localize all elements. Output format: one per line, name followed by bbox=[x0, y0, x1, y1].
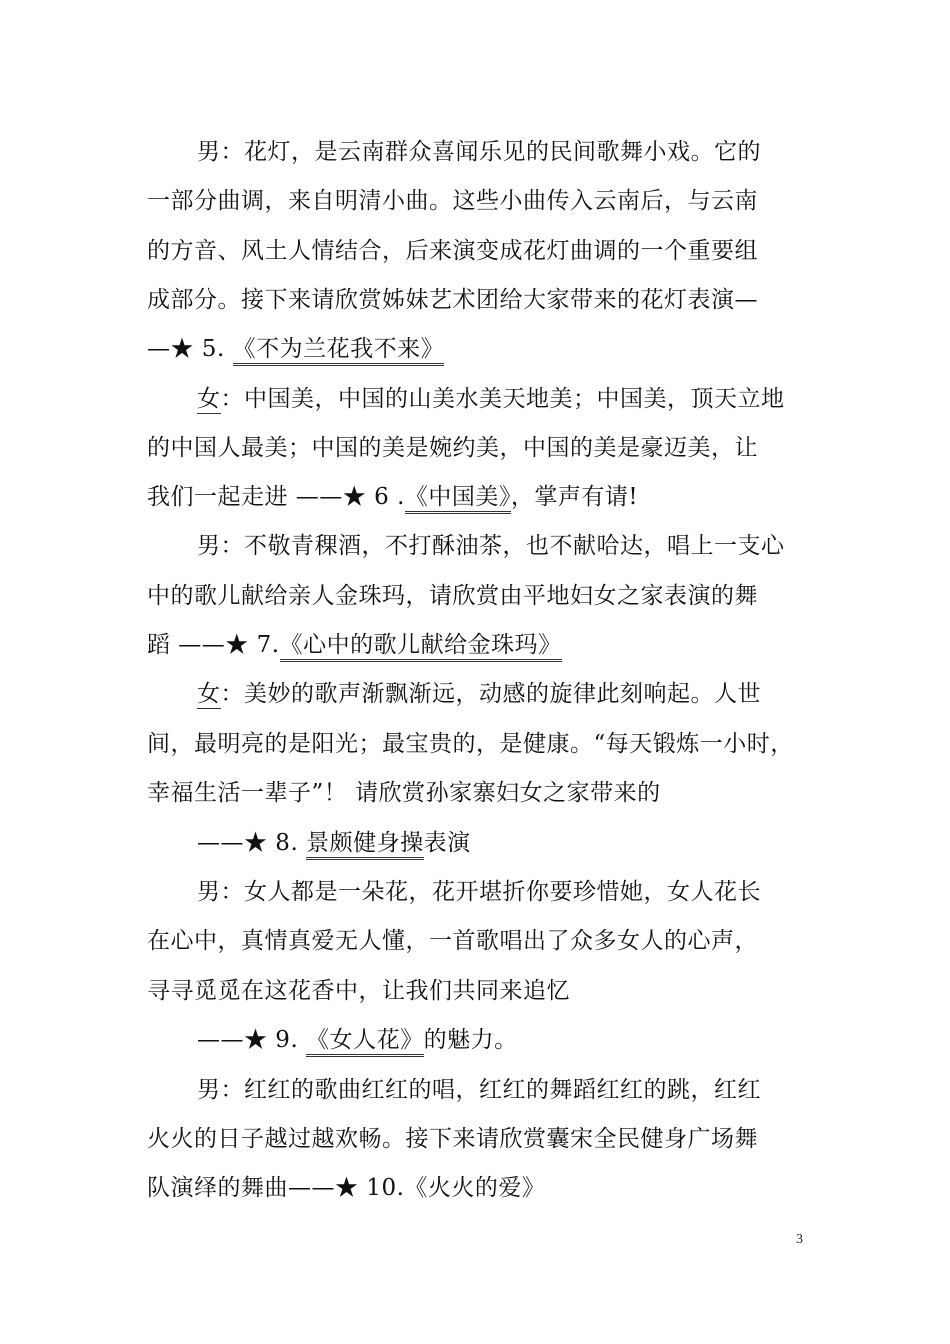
paragraph-1-line-2: 一部分曲调，来自明清小曲。这些小曲传入云南后，与云南 bbox=[147, 188, 758, 214]
paragraph-4-line-1: 女：美妙的歌声渐飘渐远，动感的旋律此刻响起。人世 bbox=[197, 681, 761, 707]
paragraph-1-line-4: 成部分。接下来请欣赏姊妹艺术团给大家带来的花灯表演— bbox=[147, 287, 758, 313]
paragraph-1-line-1: 男：花灯，是云南群众喜闻乐见的民间歌舞小戏。它的 bbox=[197, 139, 761, 165]
paragraph-2-line-2: 的中国人最美；中国的美是婉约美，中国的美是豪迈美，让 bbox=[147, 435, 758, 461]
speaker-label: 女 bbox=[197, 386, 221, 412]
paragraph-5-line-3: 寻寻觅觅在这花香中，让我们共同来追忆 bbox=[147, 978, 570, 1004]
program-title: 《不为兰花我不来》 bbox=[233, 336, 445, 366]
speaker-label: 女 bbox=[197, 681, 221, 707]
page-number: 3 bbox=[796, 1232, 803, 1247]
paragraph-6-line-2: 火火的日子越过越欢畅。接下来请欣赏囊宋全民健身广场舞 bbox=[147, 1126, 758, 1152]
program-7-line: 蹈 ——★ 7.《心中的歌儿献给金珠玛》 bbox=[147, 620, 827, 670]
paragraph-4-line-3: 幸福生活一辈子”！ 请欣赏孙家寨妇女之家带来的 bbox=[147, 780, 661, 806]
paragraph-1-line-3: 的方音、风土人情结合，后来演变成花灯曲调的一个重要组 bbox=[147, 238, 758, 264]
program-title: 《女人花》 bbox=[306, 1027, 424, 1057]
paragraph-2-line-1: 女：中国美，中国的山美水美天地美；中国美，顶天立地 bbox=[197, 386, 785, 412]
speaker-label: 男 bbox=[197, 879, 221, 905]
program-9-line: ——★ 9. 《女人花》的魅力。 bbox=[197, 1015, 877, 1065]
paragraph-5-line-1: 男：女人都是一朵花，花开堪折你要珍惜她，女人花长 bbox=[197, 879, 761, 905]
program-title: 《心中的歌儿献给金珠玛》 bbox=[280, 632, 562, 662]
speaker-label: 男 bbox=[197, 1077, 221, 1103]
paragraph-3-line-2: 中的歌儿献给亲人金珠玛，请欣赏由平地妇女之家表演的舞 bbox=[147, 583, 758, 609]
program-8-line: ——★ 8. 景颇健身操表演 bbox=[197, 818, 877, 868]
speaker-label: 男 bbox=[197, 533, 221, 559]
paragraph-6-line-3: 队演绎的舞曲——★ 10.《火火的爱》 bbox=[147, 1175, 546, 1201]
speaker-label: 男 bbox=[197, 139, 221, 165]
program-6-line: 我们一起走进 ——★ 6 .《中国美》，掌声有请! bbox=[147, 472, 827, 522]
program-title: 《中国美》 bbox=[405, 484, 511, 514]
paragraph-5-line-2: 在心中，真情真爱无人懂，一首歌唱出了众多女人的心声， bbox=[147, 928, 758, 954]
paragraph-3-line-1: 男：不敬青稞酒，不打酥油茶，也不献哈达，唱上一支心 bbox=[197, 533, 785, 559]
program-5-line: —★ 5. 《不为兰花我不来》 bbox=[147, 324, 827, 374]
program-title: 景颇健身操 bbox=[306, 830, 424, 860]
paragraph-4-line-2: 间，最明亮的是阳光；最宝贵的，是健康。“每天锻炼一小时， bbox=[147, 731, 794, 757]
paragraph-6-line-1: 男：红红的歌曲红红的唱，红红的舞蹈红红的跳，红红 bbox=[197, 1077, 761, 1103]
